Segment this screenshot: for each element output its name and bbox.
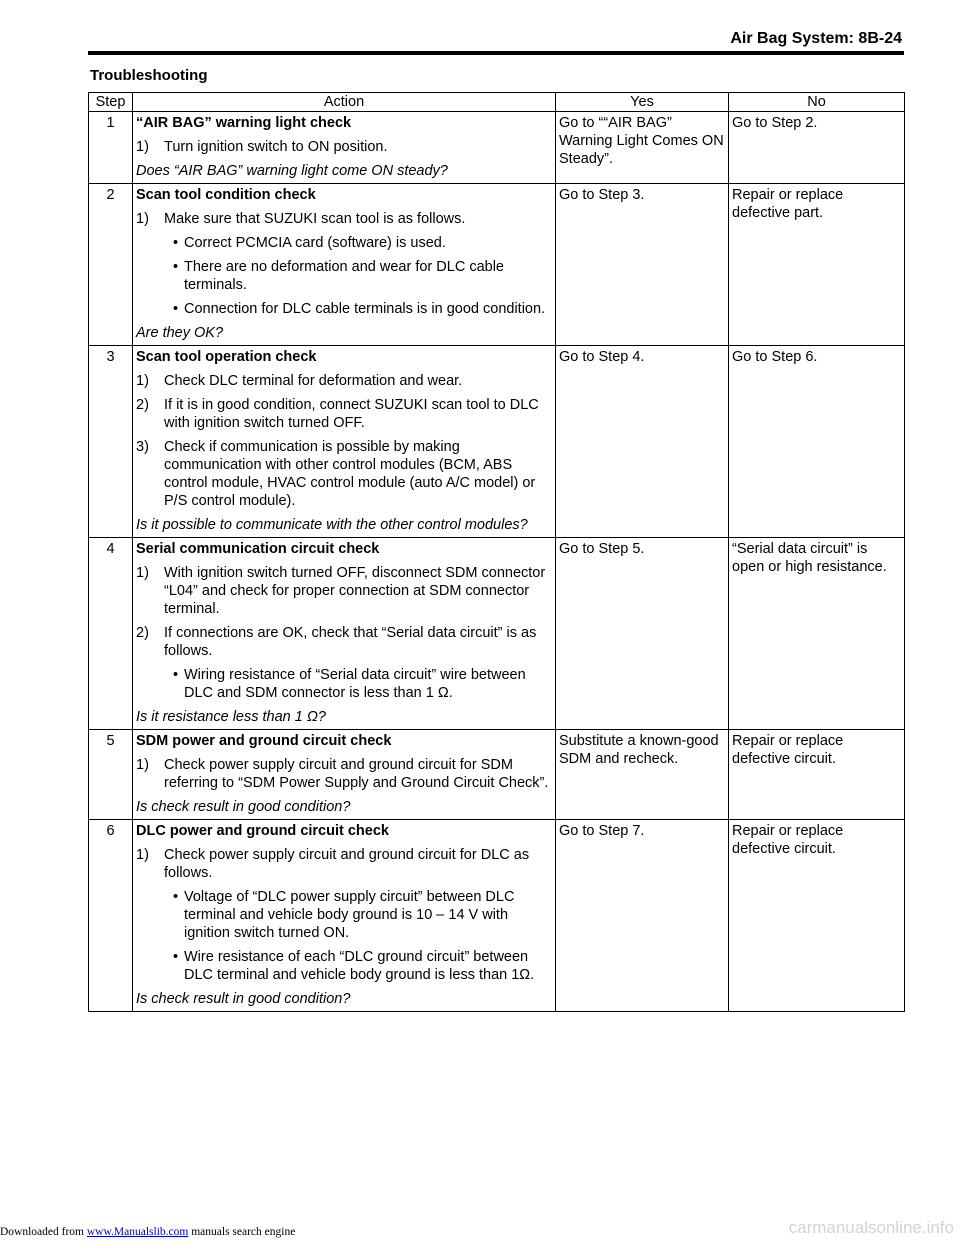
action-text: Check DLC terminal for deformation and wear. [164,373,463,389]
table-row [89,730,905,820]
step-question: Is it resistance less than 1 Ω? [136,709,326,725]
action-step [136,564,552,618]
action-step [136,138,552,156]
yes-result: Go to ““AIR BAG” Warning Light Comes ON Steady”. [556,112,729,184]
step-marker: 1) [136,139,149,155]
header-action: Action [133,93,556,112]
step-action [133,346,556,538]
step-question: Is check result in good condition? [136,799,351,815]
manualslib-link[interactable]: www.Manualslib.com [86,1226,189,1238]
action-step [136,210,552,228]
step-marker: 1) [136,847,149,863]
table-row [89,346,905,538]
action-text: Voltage of “DLC power supply circuit” between DLC terminal and vehicle body ground is 10 – 14 V with ignition switch turned ON. [184,889,515,941]
footer-prefix: Downloaded from [0,1226,87,1238]
step-title: Scan tool condition check [136,187,316,203]
no-result: Repair or replace defective part. [729,184,905,346]
watermark: carmanualsonline.info [788,1218,954,1237]
action-text: Turn ignition switch to ON position. [164,139,388,155]
table-body [89,112,905,1012]
action-step [136,624,552,660]
step-number: 3 [89,346,133,538]
yes-result: Go to Step 7. [556,820,729,1012]
step-marker: 2) [136,397,149,413]
action-bullet [136,888,552,942]
yes-result: Go to Step 5. [556,538,729,730]
step-title: SDM power and ground circuit check [136,733,392,749]
action-bullet [136,948,552,984]
table-row [89,112,905,184]
step-marker: 1) [136,757,149,773]
bullet-marker: • [173,235,179,251]
footer-suffix: manuals search engine [188,1226,296,1238]
yes-result: Substitute a known-good SDM and recheck. [556,730,729,820]
footer-download-note [0,1226,295,1238]
header-step: Step [89,93,133,112]
action-text: Wiring resistance of “Serial data circuit” wire between DLC and SDM connector is less than 1 Ω. [184,667,526,701]
header-rule [88,51,904,55]
action-step [136,846,552,882]
bullet-marker: • [173,259,179,275]
step-question: Is it possible to communicate with the other control modules? [136,517,528,533]
action-step [136,396,552,432]
step-number: 2 [89,184,133,346]
step-action [133,112,556,184]
no-result: Repair or replace defective circuit. [729,820,905,1012]
action-text: There are no deformation and wear for DLC cable terminals. [184,259,504,293]
bullet-marker: • [173,667,179,683]
action-text: Connection for DLC cable terminals is in good condition. [184,301,546,317]
action-step [136,756,552,792]
action-step [136,438,552,510]
step-marker: 1) [136,211,149,227]
step-number: 5 [89,730,133,820]
step-question: Is check result in good condition? [136,991,351,1007]
table-header-row [89,93,905,112]
no-result: Go to Step 6. [729,346,905,538]
action-bullet [136,666,552,702]
bullet-marker: • [173,301,179,317]
yes-result: Go to Step 4. [556,346,729,538]
step-marker: 1) [136,565,149,581]
no-result: Repair or replace defective circuit. [729,730,905,820]
troubleshooting-table [88,92,905,1012]
action-bullet [136,300,552,318]
table-row [89,538,905,730]
action-bullet [136,234,552,252]
step-number: 1 [89,112,133,184]
bullet-marker: • [173,949,179,965]
step-marker: 1) [136,373,149,389]
step-marker: 2) [136,625,149,641]
step-title: DLC power and ground circuit check [136,823,389,839]
step-number: 4 [89,538,133,730]
action-text: Wire resistance of each “DLC ground circuit” between DLC terminal and vehicle body ground is less than 1Ω. [184,949,535,983]
action-text: If it is in good condition, connect SUZUKI scan tool to DLC with ignition switch turned OFF. [164,397,539,431]
step-action [133,730,556,820]
action-bullet [136,258,552,294]
step-title: Scan tool operation check [136,349,317,365]
step-title: “AIR BAG” warning light check [136,115,352,131]
action-step [136,372,552,390]
header-no: No [729,93,905,112]
table-row [89,820,905,1012]
step-action [133,820,556,1012]
table-row [89,184,905,346]
action-text: Check power supply circuit and ground circuit for SDM referring to “SDM Power Supply and Ground Circuit Check”. [164,757,549,791]
step-marker: 3) [136,439,149,455]
step-number: 6 [89,820,133,1012]
step-question: Does “AIR BAG” warning light come ON steady? [136,163,448,179]
action-text: If connections are OK, check that “Serial data circuit” is as follows. [164,625,537,659]
action-text: Correct PCMCIA card (software) is used. [184,235,446,251]
step-action [133,538,556,730]
page-header-title: Air Bag System: 8B-24 [730,30,902,47]
header-yes: Yes [556,93,729,112]
action-text: Check power supply circuit and ground circuit for DLC as follows. [164,847,530,881]
no-result: Go to Step 2. [729,112,905,184]
step-title: Serial communication circuit check [136,541,380,557]
step-question: Are they OK? [136,325,224,341]
step-action [133,184,556,346]
action-text: Make sure that SUZUKI scan tool is as follows. [164,211,466,227]
section-title: Troubleshooting [90,67,208,84]
action-text: With ignition switch turned OFF, disconnect SDM connector “L04” and check for proper connection at SDM connector terminal. [164,565,546,617]
no-result: “Serial data circuit” is open or high resistance. [729,538,905,730]
bullet-marker: • [173,889,179,905]
action-text: Check if communication is possible by making communication with other control modules (BCM, ABS control module, HVAC control module (auto A/C model) or P/S control module). [164,439,536,509]
yes-result: Go to Step 3. [556,184,729,346]
